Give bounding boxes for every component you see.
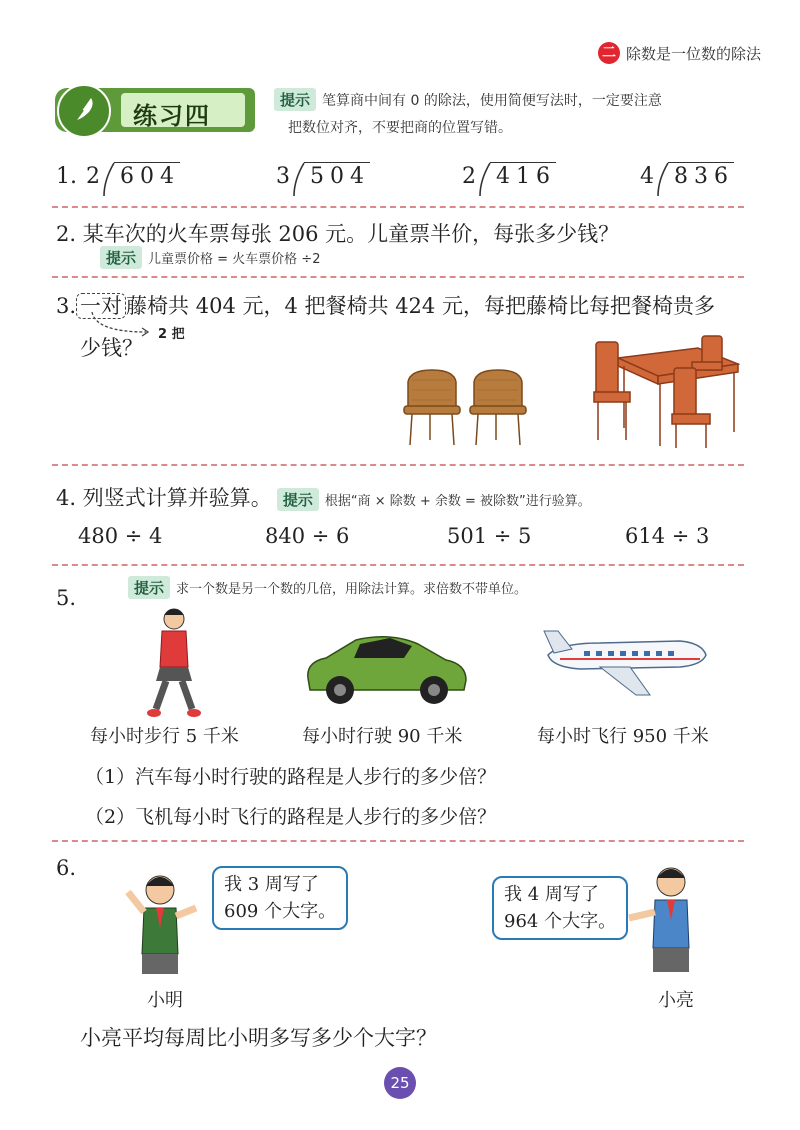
car-caption: 每小时行驶 90 千米 bbox=[302, 726, 463, 747]
calc-expression: 840 ÷ 6 bbox=[265, 524, 350, 548]
divisor: 2 bbox=[86, 164, 106, 189]
calc-expression: 480 ÷ 4 bbox=[78, 524, 163, 548]
rattan-chairs-image bbox=[400, 360, 535, 450]
q4-hint-text: 根据“商 × 除数 + 余数 = 被除数”进行验算。 bbox=[324, 494, 591, 509]
divider bbox=[52, 206, 744, 208]
bubble-text: 我 3 周写了 bbox=[224, 874, 319, 895]
title-hint bbox=[274, 88, 744, 137]
airplane-image bbox=[540, 625, 710, 700]
q5-hint-text: 求一个数是另一个数的几倍，用除法计算。求倍数不带单位。 bbox=[176, 582, 528, 597]
airplane-caption: 每小时飞行 950 千米 bbox=[537, 726, 709, 747]
q6-question: 小亮平均每周比小明多写多少个大字？ bbox=[80, 1026, 437, 1050]
bubble-text: 964 个大字。 bbox=[504, 911, 617, 932]
exercise-title: 练习四 bbox=[133, 102, 211, 130]
q3-note: 2 把 bbox=[158, 327, 185, 342]
exercise-title-banner bbox=[55, 88, 255, 132]
q6-number: 6. bbox=[56, 856, 77, 880]
divisor: 2 bbox=[462, 164, 482, 189]
q4-text: 4. 列竖式计算并验算。 bbox=[56, 486, 272, 510]
q2-hint bbox=[100, 246, 320, 269]
dividend: 604 bbox=[120, 164, 180, 189]
dividend: 504 bbox=[310, 164, 370, 189]
long-division-problem bbox=[86, 158, 182, 198]
long-division-problem bbox=[276, 158, 372, 198]
calc-expression: 501 ÷ 5 bbox=[447, 524, 532, 548]
chapter-title: 除数是一位数的除法 bbox=[626, 44, 762, 63]
divisor: 3 bbox=[276, 164, 296, 189]
xiaoliang-image bbox=[615, 858, 715, 976]
q2-text: 2. 某车次的火车票每张 206 元。儿童票半价，每张多少钱？ bbox=[56, 222, 620, 246]
long-division-problem bbox=[462, 158, 558, 198]
title-hint-line1: 笔算商中间有 0 的除法，使用简便写法时，一定要注意 bbox=[322, 93, 662, 109]
hint-tag: 提示 bbox=[274, 88, 316, 111]
chapter-number-badge: 二 bbox=[598, 42, 620, 64]
dividend: 836 bbox=[674, 164, 734, 189]
green-car-image bbox=[300, 628, 470, 708]
page-number: 25 bbox=[384, 1067, 416, 1099]
q3-line1-text: 藤椅共 404 元，4 把餐椅共 424 元，每把藤椅比每把餐椅贵多 bbox=[126, 294, 715, 318]
bubble-text: 609 个大字。 bbox=[224, 901, 337, 922]
q1-number: 1. bbox=[56, 164, 77, 189]
walking-student-image bbox=[140, 605, 210, 720]
q3-boxed-word: 一对 bbox=[76, 293, 126, 319]
xiaoliang-name: 小亮 bbox=[658, 990, 694, 1011]
dining-table-chairs-image bbox=[588, 328, 740, 450]
xiaoming-speech-bubble bbox=[212, 866, 348, 930]
hint-tag: 提示 bbox=[277, 488, 319, 511]
q5-hint bbox=[128, 576, 527, 599]
title-hint-line2: 把数位对齐，不要把商的位置写错。 bbox=[288, 120, 512, 136]
xiaoming-name: 小明 bbox=[147, 990, 183, 1011]
q4-line bbox=[56, 482, 591, 512]
q3-line2: 少钱？ bbox=[80, 336, 143, 360]
dividend: 416 bbox=[496, 164, 556, 189]
calc-expression: 614 ÷ 3 bbox=[625, 524, 710, 548]
q3-arrow-icon bbox=[86, 310, 166, 340]
xiaoming-image bbox=[118, 868, 208, 978]
q3-number: 3. bbox=[56, 294, 77, 318]
hint-tag: 提示 bbox=[100, 246, 142, 269]
chapter-header bbox=[598, 42, 761, 64]
hint-tag: 提示 bbox=[128, 576, 170, 599]
divisor: 4 bbox=[640, 164, 660, 189]
divider bbox=[52, 840, 744, 842]
long-division-problem bbox=[640, 158, 736, 198]
q5-number: 5. bbox=[56, 586, 77, 610]
q2-hint-text: 儿童票价格 = 火车票价格 ÷2 bbox=[148, 252, 321, 267]
q5-sub2: （2）飞机每小时飞行的路程是人步行的多少倍？ bbox=[85, 806, 497, 828]
walking-caption: 每小时步行 5 千米 bbox=[90, 726, 239, 747]
title-icon-circle bbox=[57, 84, 111, 138]
divider bbox=[52, 276, 744, 278]
divider bbox=[52, 564, 744, 566]
divider bbox=[52, 464, 744, 466]
bubble-text: 我 4 周写了 bbox=[504, 884, 599, 905]
quill-icon bbox=[59, 86, 109, 136]
q5-sub1: （1）汽车每小时行驶的路程是人步行的多少倍？ bbox=[85, 766, 497, 788]
xiaoliang-speech-bubble bbox=[492, 876, 628, 940]
